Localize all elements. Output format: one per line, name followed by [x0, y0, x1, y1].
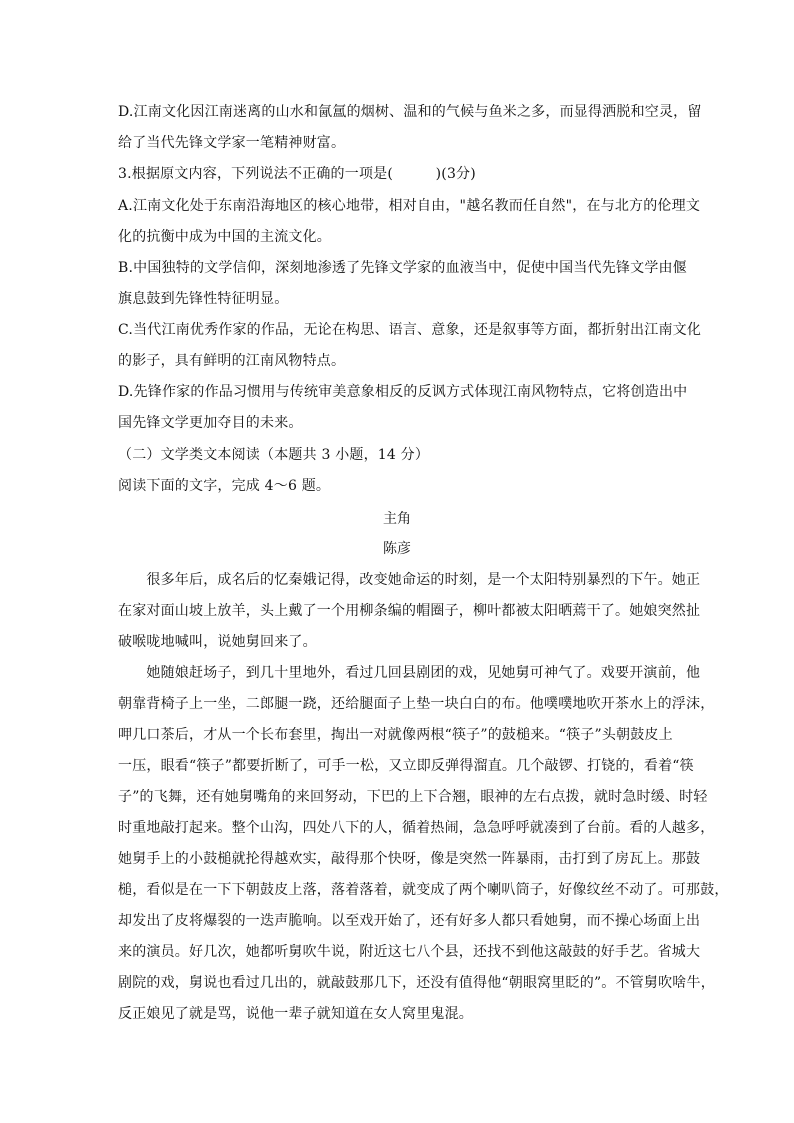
paragraph-1-line-1: 很多年后，成名后的忆秦娥记得，改变她命运的时刻，是一个太阳特别暴烈的下午。她正: [118, 572, 701, 588]
q2-option-d-line2: 给了当代先锋文学家一笔精神财富。: [118, 135, 346, 151]
paragraph-2-line-2: 朝靠背椅子上一坐，二郎腿一跷，还给腿面子上垫一块白白的布。他噗噗地吹开茶水上的浮沫，: [118, 696, 715, 712]
paragraph-2-line-7: 她舅手上的小鼓槌就抡得越欢实，敲得那个快呀，像是突然一阵暴雨，击打到了房瓦上。那鼓: [118, 851, 701, 867]
section-instruction: 阅读下面的文字，完成 4～6 题。: [118, 478, 331, 494]
q3-option-a-line2: 化的抗衡中成为中国的主流文化。: [118, 229, 331, 245]
section-heading: （二）文学类文本阅读（本题共 3 小题，14 分）: [118, 447, 430, 463]
q2-option-d-line1: D.江南文化因江南迷离的山水和氤氲的烟树、温和的气候与鱼米之多，而显得洒脱和空灵，留: [118, 104, 702, 120]
q3-option-d-line2: 国先锋文学更加夺目的未来。: [118, 415, 303, 431]
q3-option-b-line1: B.中国独特的文学信仰，深刻地渗透了先锋文学家的血液当中，促使中国当代先锋文学由偃: [118, 260, 687, 276]
paragraph-1-line-3: 破喉咙地喊叫，说她舅回来了。: [118, 634, 317, 650]
q3-option-c-line2: 的影子，具有鲜明的江南风物特点。: [118, 353, 346, 369]
paragraph-2-line-1: 她随娘赶场子，到几十里地外，看过几回县剧团的戏，见她舅可神气了。戏要开演前，他: [118, 665, 701, 681]
paragraph-2-line-8: 槌，看似是在一下下朝鼓皮上落，落着落着，就变成了两个喇叭筒子，好像纹丝不动了。可那鼓，: [118, 882, 729, 898]
paragraph-2-line-12: 反正娘见了就是骂，说他一辈子就知道在女人窝里鬼混。: [118, 1006, 473, 1022]
paragraph-2-line-3: 呷几口茶后，才从一个长布套里，掏出一对就像两根“筷子”的鼓槌来。“筷子”头朝鼓皮上: [118, 727, 673, 743]
q3-option-c-line1: C.当代江南优秀作家的作品，无论在构思、语言、意象，还是叙事等方面，都折射出江南文化: [118, 322, 702, 338]
story-title: 主角: [383, 511, 411, 527]
story-author: 陈彦: [383, 541, 411, 557]
paragraph-2-line-6: 时重地敲打起来。整个山沟，四处八下的人，循着热闹，急急呼呼就凑到了台前。看的人越多，: [118, 820, 715, 836]
q3-option-a-line1: A.江南文化处于东南沿海地区的核心地带，相对自由，"越名教而任自然"，在与北方的伦理文: [118, 198, 701, 214]
paragraph-2-line-11: 剧院的戏，舅说也看过几出的，就敲鼓那几下，还没有值得他“朝眼窝里眨的”。不管舅吹啥牛，: [118, 975, 715, 991]
paragraph-2-line-5: 子”的飞舞，还有她舅嘴角的来回努动，下巴的上下合翘，眼神的左右点拨，就时急时缓、时轻: [118, 789, 708, 805]
paragraph-2-line-10: 来的演员。好几次，她都听舅吹牛说，附近这七八个县，还找不到他这敲鼓的好手艺。省城大: [118, 944, 701, 960]
q3-option-b-line2: 旗息鼓到先锋性特征明显。: [118, 291, 289, 307]
q3-stem: 3.根据原文内容，下列说法不正确的一项是( )(3分): [118, 166, 476, 182]
paragraph-1-line-2: 在家对面山坡上放羊，头上戴了一个用柳条编的帽圈子，柳叶都被太阳晒蔫干了。她娘突然扯: [118, 603, 701, 619]
paragraph-2-line-4: 一压，眼看“筷子”都要折断了，可手一松，又立即反弹得溜直。几个敲锣、打铙的，看着“筷: [118, 758, 694, 774]
paragraph-2-line-9: 却发出了皮将爆裂的一迭声脆响。以至戏开始了，还有好多人都只看她舅，而不操心场面上出: [118, 913, 701, 929]
q3-option-d-line1: D.先锋作家的作品习惯用与传统审美意象相反的反讽方式体现江南风物特点，它将创造出中: [118, 384, 688, 400]
